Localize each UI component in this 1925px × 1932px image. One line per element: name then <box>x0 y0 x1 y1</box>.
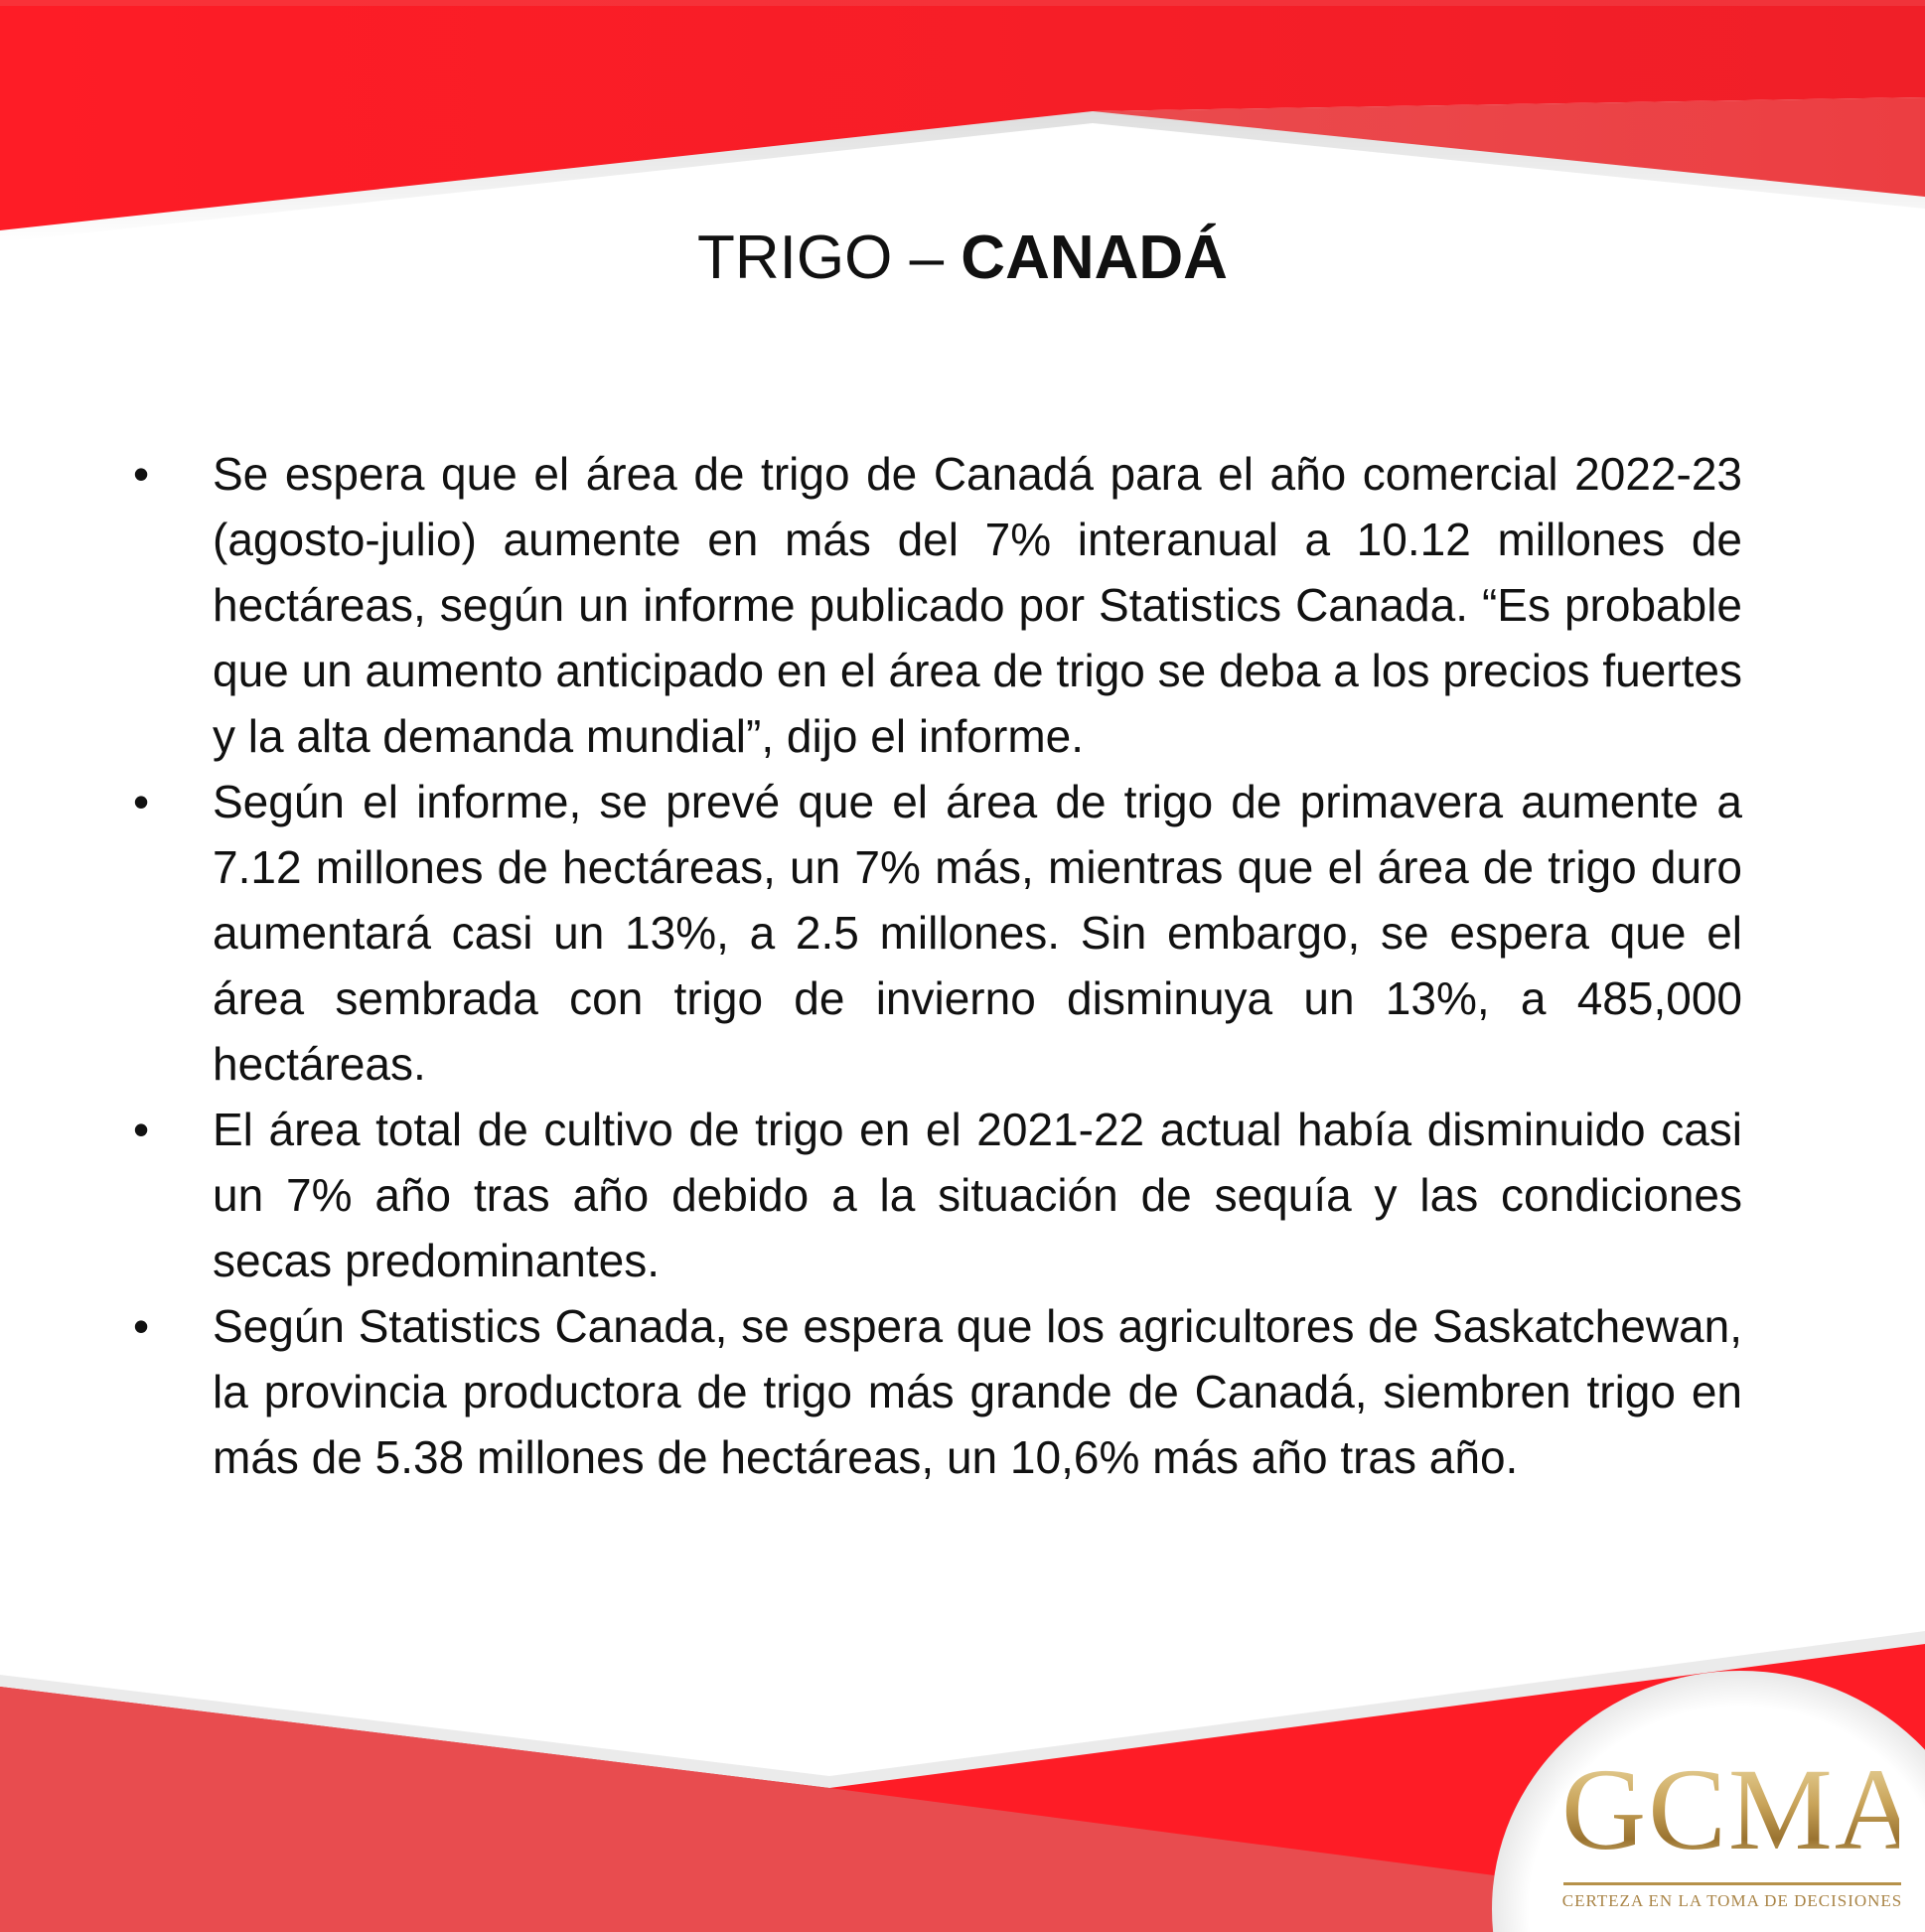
bullet-text: Según Statistics Canada, se espera que los agricultores de Saskatchewan, la provincia productora de trigo más grande de Canadá, siembren trigo en más de 5.38 millones de hectáreas, un 10,6% más año tras año. <box>213 1300 1742 1483</box>
bullet-item <box>133 441 1742 769</box>
bullet-item <box>133 769 1742 1097</box>
bullet-icon: • <box>133 1300 150 1352</box>
bullet-text: El área total de cultivo de trigo en el 2021-22 actual había disminuido casi un 7% año tras año debido a la situación de sequía y las condiciones secas predominantes. <box>213 1104 1742 1286</box>
top-band-pale <box>1093 97 1925 197</box>
bullet-text: Se espera que el área de trigo de Canadá para el año comercial 2022-23 (agosto-julio) aumente en más del 7% interanual a 10.12 millones de hectáreas, según un informe publicado por Statistics Canada. “Es probable que un aumento anticipado en el área de trigo se deba a los precios fuertes y la alta demanda mundial”, dijo el informe. <box>213 448 1742 762</box>
logo-wordmark: GCMA <box>1561 1744 1922 1874</box>
bullet-list <box>133 441 1742 1490</box>
title-bold-part: CANADÁ <box>961 223 1228 292</box>
bullet-icon: • <box>133 448 150 500</box>
bullet-icon: • <box>133 1104 150 1155</box>
slide-title <box>0 217 1925 300</box>
gcma-logo <box>1520 1733 1925 1932</box>
bullet-item <box>133 1097 1742 1293</box>
bullet-text: Según el informe, se prevé que el área de trigo de primavera aumente a 7.12 millones de hectáreas, un 7% más, mientras que el área de trigo duro aumentará casi un 13%, a 2.5 millones. Sin embargo, se espera que el área sembrada con trigo de invierno disminuya un 13%, a 485,000 hectáreas. <box>213 776 1742 1090</box>
logo-tagline: CERTEZA EN LA TOMA DE DECISIONES <box>1561 1891 1903 1910</box>
logo-divider <box>1563 1882 1901 1885</box>
bullet-item <box>133 1293 1742 1490</box>
title-light-part: TRIGO – <box>697 223 962 292</box>
bullet-icon: • <box>133 776 150 827</box>
